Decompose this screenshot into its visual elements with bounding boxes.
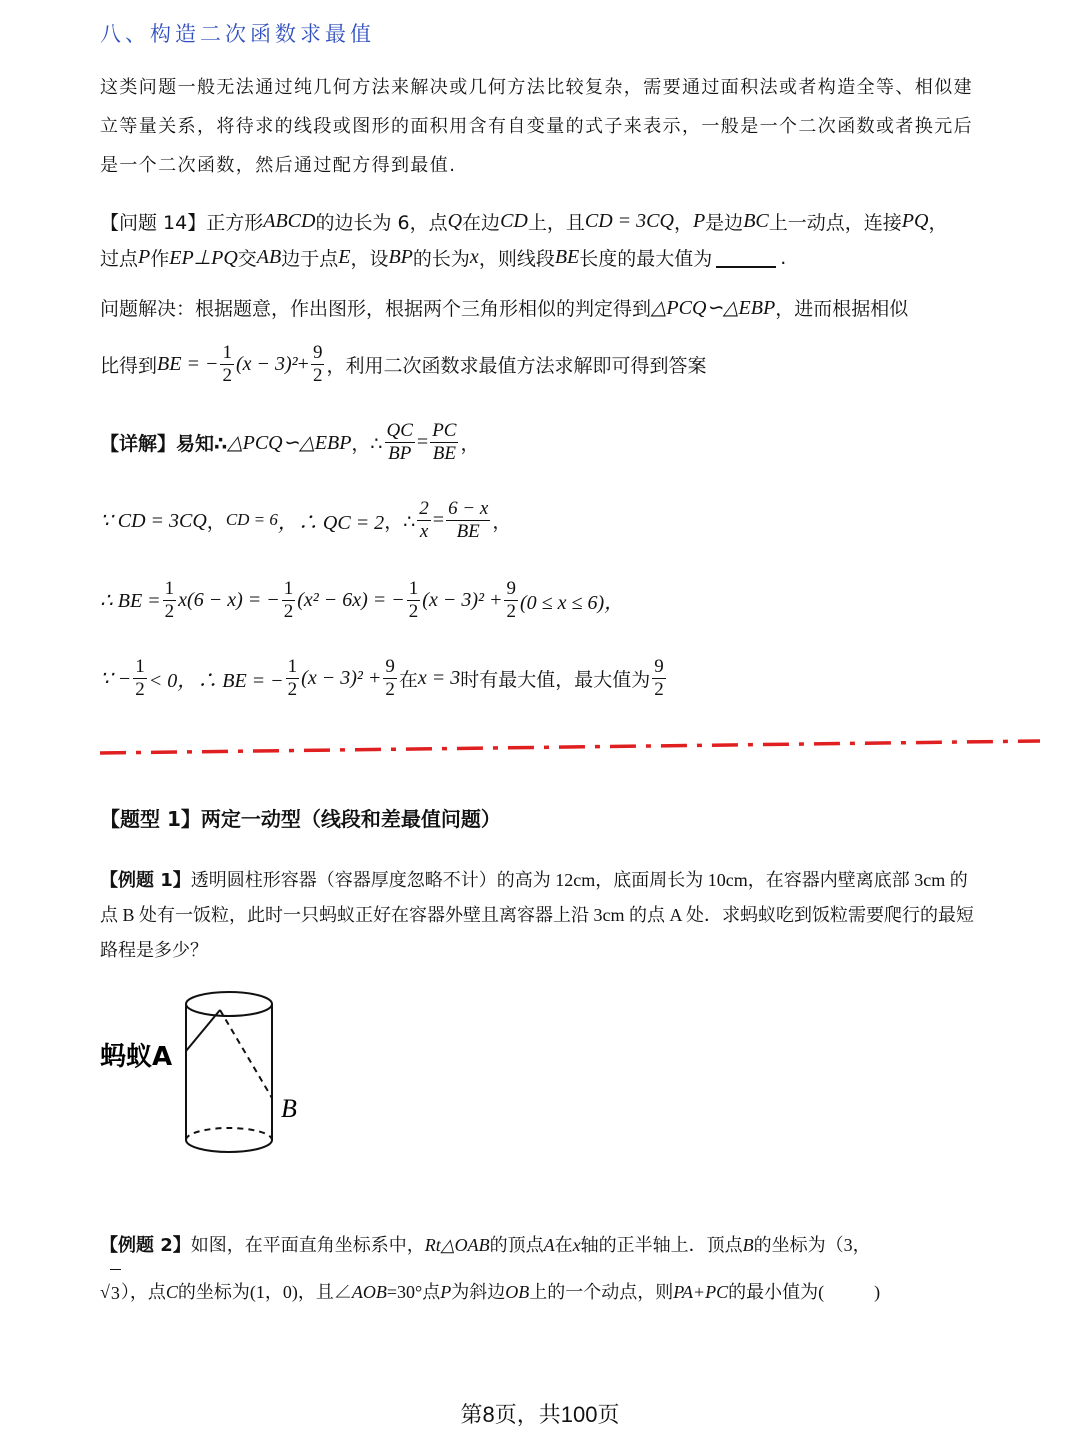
answer-blank[interactable] [716,248,776,268]
solution-line2: 比得到 BE = − $\frac{1}{2}$ (x − 3)² + $\frac{9}{2}$ ，利用二次函数求最值方法求解即可得到答案 [100,341,707,386]
detail-line1: 【详解】易知∴ △PCQ∽△EBP ，∴ $\frac{QC}{BP}$ = $\frac{PC}{BE}$ ， [100,419,480,464]
intro-paragraph: 这类问题一般无法通过纯几何方法来解决或几何方法比较复杂，需要通过面积法或者构造全等、相似建立等量关系，将待求的线段或图形的面积用含有自变量的式子来表示，一般是一个二次函数或者换元后是一个二次函数，然后通过配方得到最值. [100,77,973,176]
detail-line4: ∵ − $\frac{1}{2}$ < 0，∴ BE = − $\frac{1}{2}$ (x − 3)² + $\frac{9}{2}$ 在 x = 3 时有最大值，最大值为 $\frac{9}{2}$ [100,655,664,700]
example1-text: 【例题 1】透明圆柱形容器（容器厚度忽略不计）的高为 12cm，底面周长为 10cm，在容器内壁离底部 3cm 的点 B 处有一饭粒，此时一只蚂蚁正好在容器外壁且离容器上沿 3cm 的点 A 处．求蚂蚁吃到饭粒需要爬行的最短路程是多少？ [100,870,974,960]
type1-heading: 【题型 1】两定一动型（线段和差最值问题） [100,807,501,831]
sqrt-3: √ 3 [100,1269,121,1316]
cylinder-figure [95,985,325,1160]
detail-line2: ∵ CD = 3CQ ， CD = 6 ，∴ QC = 2 ，∴ $\frac{2}{x}$ = $\frac{6 - x}{BE}$ ， [100,497,512,542]
section-heading: 八、构造二次函数求最值 [100,22,375,46]
section-divider [0,736,1080,760]
problem14-line2: 过点 P 作 EP⊥PQ 交 AB 边于点 E ，设 BP 的长为 x ，则线段 BE 长度的最大值为 . [100,246,787,270]
point-b-label: B [281,1094,297,1123]
page-footer: 第8页，共100页 [460,1402,620,1427]
example2-text: 【例题 2】如图，在平面直角坐标系中，Rt△OAB的顶点A在x轴的正半轴上．顶点B的坐标为（3， √ 3 ），点C的坐标为(1，0)，且∠AOB=30°点P为斜边OB上的一个动点，则PA+PC的最小值为( ) [100,1222,985,1316]
detail-line3: ∴ BE = $\frac{1}{2}$ x(6 − x) = − $\frac{1}{2}$ (x² − 6x) = − $\frac{1}{2}$ (x − 3)² + $\frac{9}{2}$ (0 ≤ x ≤ 6)， [100,577,625,622]
solution-line1: 问题解决：根据题意，作出图形，根据两个三角形相似的判定得到 △PCQ∽△EBP ，进而根据相似 [100,297,909,320]
ant-label: 蚂蚁A [100,1042,173,1072]
problem14-line1: 【问题 14】 正方形 ABCD 的边长为 6，点 Q 在边 CD 上，且 CD = 3CQ ， P 是边 BC 上一动点，连接 PQ ， [100,210,948,234]
